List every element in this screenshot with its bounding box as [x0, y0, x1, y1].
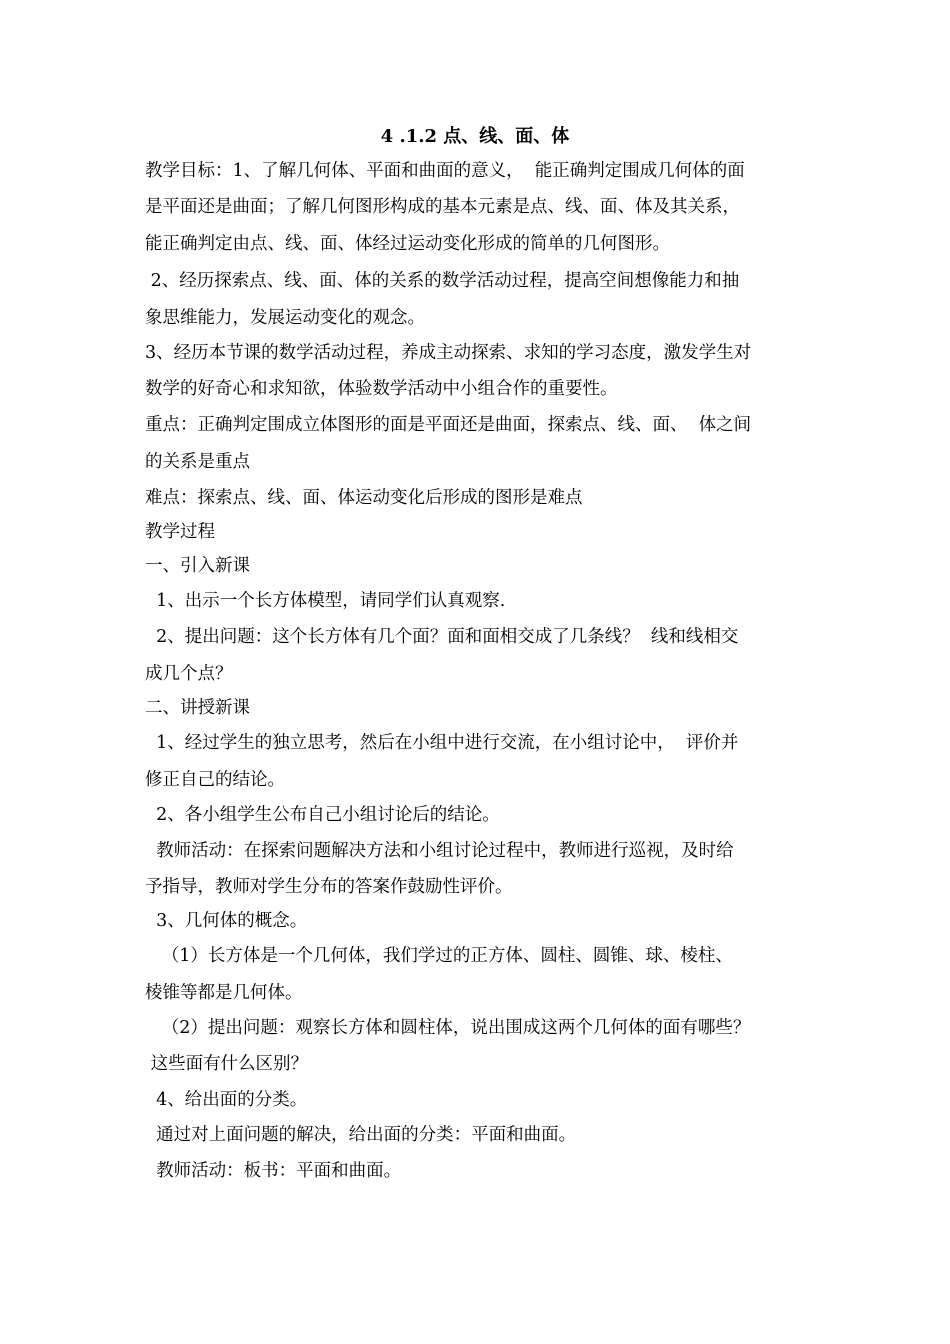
text-line: （2）提出问题：观察长方体和圆柱体，说出围成这两个几何体的面有哪些？	[145, 1018, 751, 1038]
text-line: 二、讲授新课	[145, 698, 250, 718]
text-line: （1）长方体是一个几何体，我们学过的正方体、圆柱、圆锥、球、棱柱、	[145, 946, 733, 966]
text-line: 1、经过学生的独立思考，然后在小组中进行交流，在小组讨论中， 评价并	[145, 733, 739, 753]
text-line: 棱锥等都是几何体。	[145, 983, 303, 1003]
text-line: 的关系是重点	[145, 452, 250, 472]
text-line: 难点：探索点、线、面、体运动变化后形成的图形是难点	[145, 488, 583, 508]
text-line: 这些面有什么区别？	[145, 1054, 309, 1074]
text-line: 象思维能力，发展运动变化的观念。	[145, 308, 425, 328]
text-line: 成几个点？	[145, 664, 233, 684]
text-line: 数学的好奇心和求知欲，体验数学活动中小组合作的重要性。	[145, 379, 618, 399]
text-line: 重点：正确判定围成立体图形的面是平面还是曲面，探索点、线、面、 体之间	[145, 415, 752, 435]
text-line: 一、引入新课	[145, 556, 250, 576]
text-line: 教学目标：1、了解几何体、平面和曲面的意义， 能正确判定围成几何体的面	[145, 161, 745, 181]
text-line: 修正自己的结论。	[145, 770, 285, 790]
text-line: 是平面还是曲面；了解几何图形构成的基本元素是点、线、面、体及其关系，	[145, 197, 740, 217]
text-line: 2、经历探索点、线、面、体的关系的数学活动过程，提高空间想像能力和抽	[145, 271, 740, 291]
document-title: 4 .1.2 点、线、面、体	[380, 126, 570, 147]
text-line: 教师活动：在探索问题解决方法和小组讨论过程中，教师进行巡视，及时给	[145, 841, 734, 861]
text-line: 2、提出问题：这个长方体有几个面？面和面相交成了几条线？ 线和线相交	[145, 627, 739, 647]
text-line: 3、经历本节课的数学活动过程，养成主动探索、求知的学习态度，激发学生对	[145, 343, 752, 363]
text-line: 教学过程	[145, 522, 215, 542]
text-line: 教师活动：板书：平面和曲面。	[145, 1161, 402, 1181]
text-line: 1、出示一个长方体模型，请同学们认真观察.	[145, 591, 506, 611]
text-line: 予指导，教师对学生分布的答案作鼓励性评价。	[145, 877, 513, 897]
text-line: 4、给出面的分类。	[145, 1090, 308, 1110]
text-line: 能正确判定由点、线、面、体经过运动变化形成的简单的几何图形。	[145, 234, 670, 254]
text-line: 通过对上面问题的解决，给出面的分类：平面和曲面。	[145, 1125, 577, 1145]
text-line: 2、各小组学生公布自己小组讨论后的结论。	[145, 805, 500, 825]
text-line: 3、几何体的概念。	[145, 911, 308, 931]
